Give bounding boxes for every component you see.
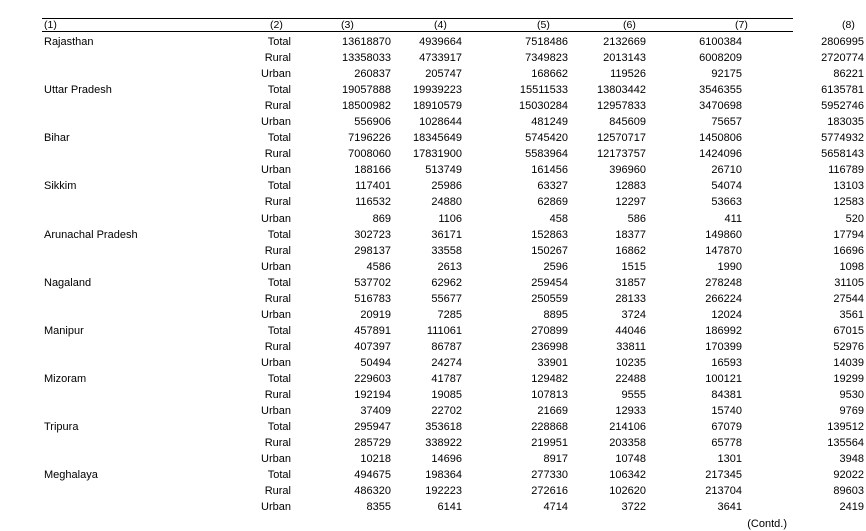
value-cell: 7196226 (348, 132, 391, 145)
table-row (42, 371, 864, 387)
value-cell: 520 (845, 212, 864, 225)
value-cell: 6135781 (821, 84, 864, 97)
value-cell: 8355 (366, 501, 391, 514)
value-cell: 102620 (609, 485, 646, 498)
value-cell: 2132669 (603, 36, 646, 48)
column-header: (3) (341, 19, 354, 31)
value-cell: 2596 (543, 260, 568, 273)
value-cell: 37409 (360, 405, 391, 418)
value-cell: 161456 (531, 164, 568, 177)
state-name (42, 403, 197, 419)
area-type: Total (267, 132, 291, 145)
table-row (42, 435, 864, 451)
value-cell: 5658143 (821, 148, 864, 161)
value-cell: 119526 (610, 68, 646, 81)
state-name: Sikkim (44, 180, 77, 193)
value-cell: 298137 (354, 244, 391, 257)
state-name (42, 211, 197, 227)
value-cell: 67015 (833, 324, 864, 337)
value-cell: 3948 (839, 453, 864, 466)
value-cell: 1301 (717, 453, 742, 466)
value-cell: 9769 (839, 405, 864, 418)
value-cell: 236998 (531, 340, 568, 353)
header-rule (42, 31, 793, 32)
area-type: Rural (264, 389, 291, 402)
value-cell: 27544 (833, 292, 864, 305)
state-name (42, 387, 197, 403)
value-cell: 9530 (839, 389, 864, 402)
state-name: Nagaland (44, 276, 92, 289)
value-cell: 486320 (354, 485, 391, 498)
value-cell: 260837 (354, 68, 391, 81)
value-cell: 62869 (537, 196, 568, 209)
value-cell: 21669 (537, 405, 568, 418)
value-cell: 4586 (366, 260, 391, 273)
value-cell: 12297 (615, 196, 646, 209)
value-cell: 12570717 (597, 132, 646, 145)
value-cell: 2720774 (821, 52, 864, 65)
value-cell: 16862 (615, 244, 646, 257)
value-cell: 5774932 (821, 132, 864, 145)
value-cell: 20919 (360, 308, 391, 321)
table-row (42, 275, 864, 291)
value-cell: 65778 (711, 437, 742, 450)
table-row (42, 483, 864, 499)
table-row (42, 323, 864, 339)
value-cell: 16696 (833, 244, 864, 257)
value-cell: 1990 (717, 260, 742, 273)
value-cell: 18345649 (413, 132, 462, 145)
value-cell: 869 (372, 212, 391, 225)
value-cell: 62962 (431, 276, 462, 289)
value-cell: 106342 (609, 469, 646, 482)
value-cell: 15030284 (519, 100, 568, 113)
value-cell: 219951 (531, 437, 568, 450)
value-cell: 407397 (354, 340, 391, 353)
state-name (42, 355, 197, 371)
value-cell: 15740 (711, 405, 742, 418)
value-cell: 36171 (431, 228, 462, 241)
column-header: (6) (623, 19, 636, 31)
value-cell: 186992 (705, 324, 742, 337)
value-cell: 198364 (425, 469, 462, 482)
state-name: Manipur (44, 324, 84, 337)
value-cell: 458 (549, 212, 568, 225)
value-cell: 278248 (705, 276, 742, 289)
value-cell: 266224 (705, 292, 742, 305)
table-row (42, 259, 864, 275)
state-name: Meghalaya (44, 469, 98, 482)
value-cell: 1028644 (419, 116, 462, 129)
value-cell: 4733917 (419, 52, 462, 65)
value-cell: 149860 (705, 228, 742, 241)
state-name: Tripura (44, 421, 79, 434)
value-cell: 116789 (828, 164, 864, 177)
value-cell: 147870 (705, 244, 742, 257)
area-type: Rural (264, 485, 291, 498)
area-type: Urban (261, 308, 291, 321)
table-row (42, 178, 864, 194)
value-cell: 54074 (711, 180, 742, 193)
value-cell: 5745420 (525, 132, 568, 145)
value-cell: 13103 (833, 180, 864, 193)
value-cell: 7285 (437, 308, 462, 321)
value-cell: 24880 (431, 196, 462, 209)
area-type: Urban (261, 356, 291, 369)
table-body (42, 34, 864, 515)
value-cell: 6100384 (699, 36, 742, 48)
value-cell: 7518486 (525, 36, 568, 48)
value-cell: 10235 (615, 356, 646, 369)
area-type: Urban (261, 212, 291, 225)
value-cell: 213704 (705, 485, 742, 498)
state-name: Bihar (44, 132, 70, 145)
column-header: (5) (537, 19, 550, 31)
value-cell: 12957833 (597, 100, 646, 113)
value-cell: 5952746 (821, 100, 864, 113)
value-cell: 22702 (431, 405, 462, 418)
area-type: Rural (264, 292, 291, 305)
value-cell: 52976 (833, 340, 864, 353)
table-row (42, 403, 864, 419)
area-type: Total (267, 469, 291, 482)
value-cell: 18500982 (342, 100, 391, 113)
value-cell: 50494 (360, 356, 391, 369)
value-cell: 92175 (711, 68, 742, 81)
value-cell: 586 (627, 212, 646, 225)
value-cell: 15511533 (519, 84, 568, 97)
value-cell: 19299 (833, 372, 864, 385)
value-cell: 481249 (531, 116, 568, 129)
value-cell: 13803442 (597, 84, 646, 97)
value-cell: 7349823 (525, 52, 568, 65)
column-header: (2) (270, 19, 283, 31)
census-table (42, 18, 864, 515)
area-type: Total (267, 180, 291, 193)
value-cell: 28133 (615, 292, 646, 305)
value-cell: 3546355 (699, 84, 742, 97)
value-cell: 516783 (354, 292, 391, 305)
value-cell: 18910579 (413, 100, 462, 113)
value-cell: 513749 (425, 164, 462, 177)
value-cell: 302723 (354, 228, 391, 241)
value-cell: 12883 (615, 180, 646, 193)
area-type: Rural (264, 244, 291, 257)
value-cell: 1450806 (699, 132, 742, 145)
area-type: Urban (261, 164, 291, 177)
value-cell: 2806995 (821, 36, 864, 48)
value-cell: 84381 (711, 389, 742, 402)
table-row (42, 211, 864, 227)
value-cell: 18377 (615, 228, 646, 241)
value-cell: 556906 (354, 116, 391, 129)
value-cell: 250559 (531, 292, 568, 305)
value-cell: 188166 (354, 164, 391, 177)
value-cell: 1424096 (699, 148, 742, 161)
state-name (42, 435, 197, 451)
value-cell: 396960 (609, 164, 646, 177)
state-name: Rajasthan (44, 36, 94, 48)
value-cell: 22488 (615, 372, 646, 385)
area-type: Rural (264, 52, 291, 65)
value-cell: 25986 (431, 180, 462, 193)
table-row (42, 114, 864, 130)
value-cell: 285729 (354, 437, 391, 450)
value-cell: 7008060 (348, 148, 391, 161)
state-name (42, 291, 197, 307)
table-row (42, 499, 864, 515)
table-row (42, 34, 864, 50)
value-cell: 100121 (705, 372, 742, 385)
state-name (42, 146, 197, 162)
table-row (42, 146, 864, 162)
value-cell: 117401 (355, 180, 391, 193)
table-row (42, 82, 864, 98)
value-cell: 16593 (711, 356, 742, 369)
value-cell: 89603 (833, 485, 864, 498)
value-cell: 139512 (827, 421, 864, 434)
value-cell: 19939223 (413, 84, 462, 97)
value-cell: 259454 (531, 276, 568, 289)
area-type: Rural (264, 100, 291, 113)
value-cell: 41787 (431, 372, 462, 385)
value-cell: 8917 (543, 453, 568, 466)
value-cell: 537702 (354, 276, 391, 289)
value-cell: 129482 (531, 372, 568, 385)
state-name (42, 451, 197, 467)
value-cell: 2013143 (603, 52, 646, 65)
state-name: Uttar Pradesh (44, 84, 112, 97)
area-type: Total (267, 36, 291, 48)
value-cell: 12583 (833, 196, 864, 209)
value-cell: 2613 (437, 260, 462, 273)
area-type: Total (267, 372, 291, 385)
value-cell: 14039 (833, 356, 864, 369)
value-cell: 24274 (431, 356, 462, 369)
value-cell: 1106 (438, 212, 462, 225)
table-row (42, 419, 864, 435)
value-cell: 494675 (354, 469, 391, 482)
table-row (42, 387, 864, 403)
value-cell: 31857 (615, 276, 646, 289)
area-type: Total (267, 228, 291, 241)
area-type: Urban (261, 68, 291, 81)
value-cell: 17831900 (413, 148, 462, 161)
value-cell: 33901 (537, 356, 568, 369)
table-row (42, 130, 864, 146)
value-cell: 3722 (621, 501, 646, 514)
state-name (42, 66, 197, 82)
table-row (42, 162, 864, 178)
state-name: Mizoram (44, 372, 87, 385)
state-name (42, 114, 197, 130)
value-cell: 53663 (711, 196, 742, 209)
value-cell: 9555 (621, 389, 646, 402)
table-row (42, 50, 864, 66)
area-type: Urban (261, 405, 291, 418)
value-cell: 3470698 (699, 100, 742, 113)
value-cell: 457891 (354, 324, 391, 337)
value-cell: 229603 (354, 372, 391, 385)
area-type: Urban (261, 453, 291, 466)
state-name (42, 307, 197, 323)
table-row (42, 243, 864, 259)
state-name (42, 499, 197, 515)
value-cell: 17794 (833, 228, 864, 241)
value-cell: 6008209 (699, 52, 742, 65)
value-cell: 2419 (839, 501, 864, 514)
area-type: Urban (261, 260, 291, 273)
value-cell: 8895 (543, 308, 568, 321)
value-cell: 214106 (609, 421, 646, 434)
value-cell: 192194 (354, 389, 391, 402)
table-row (42, 339, 864, 355)
value-cell: 14696 (431, 453, 462, 466)
table-row (42, 98, 864, 114)
value-cell: 26710 (711, 164, 742, 177)
value-cell: 295947 (354, 421, 391, 434)
table-row (42, 467, 864, 483)
column-header: (4) (434, 19, 447, 31)
state-name (42, 339, 197, 355)
value-cell: 75657 (711, 116, 742, 129)
table-row (42, 355, 864, 371)
value-cell: 92022 (833, 469, 864, 482)
value-cell: 205747 (425, 68, 462, 81)
value-cell: 152863 (531, 228, 568, 241)
table-row (42, 451, 864, 467)
value-cell: 183035 (827, 116, 864, 129)
value-cell: 3561 (839, 308, 864, 321)
area-type: Rural (264, 196, 291, 209)
value-cell: 19057888 (342, 84, 391, 97)
table-row (42, 194, 864, 210)
state-name (42, 483, 197, 499)
value-cell: 3641 (717, 501, 742, 514)
column-header: (1) (44, 19, 57, 31)
value-cell: 411 (724, 212, 742, 225)
value-cell: 338922 (425, 437, 462, 450)
value-cell: 272616 (531, 485, 568, 498)
value-cell: 12024 (711, 308, 742, 321)
state-name (42, 243, 197, 259)
area-type: Total (267, 324, 291, 337)
table-row (42, 307, 864, 323)
value-cell: 150267 (531, 244, 568, 257)
value-cell: 19085 (431, 389, 462, 402)
value-cell: 55677 (431, 292, 462, 305)
column-header: (7) (735, 19, 748, 31)
value-cell: 44046 (615, 324, 646, 337)
value-cell: 5583964 (525, 148, 568, 161)
continued-note: (Contd.) (747, 518, 787, 530)
value-cell: 33558 (431, 244, 462, 257)
value-cell: 13618870 (342, 36, 391, 48)
value-cell: 135564 (827, 437, 864, 450)
state-name: Arunachal Pradesh (44, 228, 138, 241)
value-cell: 31105 (834, 276, 864, 289)
table-row (42, 227, 864, 243)
value-cell: 845609 (609, 116, 646, 129)
value-cell: 107813 (531, 389, 568, 402)
value-cell: 192223 (425, 485, 462, 498)
value-cell: 10218 (360, 453, 391, 466)
state-name (42, 50, 197, 66)
state-name (42, 162, 197, 178)
value-cell: 353618 (425, 421, 462, 434)
value-cell: 203358 (609, 437, 646, 450)
value-cell: 86221 (833, 68, 864, 81)
value-cell: 228868 (531, 421, 568, 434)
state-name (42, 259, 197, 275)
value-cell: 6141 (437, 501, 462, 514)
area-type: Rural (264, 437, 291, 450)
value-cell: 170399 (705, 340, 742, 353)
value-cell: 67079 (711, 421, 742, 434)
value-cell: 3724 (621, 308, 646, 321)
area-type: Rural (264, 340, 291, 353)
area-type: Urban (261, 116, 291, 129)
value-cell: 86787 (431, 340, 462, 353)
area-type: Total (267, 276, 291, 289)
column-number-header (42, 19, 855, 31)
state-name (42, 194, 197, 210)
column-header: (8) (842, 19, 855, 31)
value-cell: 12173757 (597, 148, 646, 161)
value-cell: 12933 (615, 405, 646, 418)
area-type: Total (267, 84, 291, 97)
area-type: Urban (261, 501, 291, 514)
table-row (42, 66, 864, 82)
value-cell: 277330 (531, 469, 568, 482)
value-cell: 13358033 (342, 52, 391, 65)
value-cell: 1515 (621, 260, 646, 273)
value-cell: 4939664 (419, 36, 462, 48)
value-cell: 33811 (616, 340, 646, 353)
value-cell: 270899 (531, 324, 568, 337)
area-type: Total (267, 421, 291, 434)
value-cell: 10748 (615, 453, 646, 466)
state-name (42, 98, 197, 114)
value-cell: 116532 (355, 196, 391, 209)
table-row (42, 291, 864, 307)
value-cell: 63327 (537, 180, 568, 193)
value-cell: 1098 (839, 260, 864, 273)
value-cell: 111061 (426, 324, 462, 337)
value-cell: 168662 (531, 68, 568, 81)
area-type: Rural (264, 148, 291, 161)
value-cell: 217345 (705, 469, 742, 482)
value-cell: 4714 (543, 501, 568, 514)
